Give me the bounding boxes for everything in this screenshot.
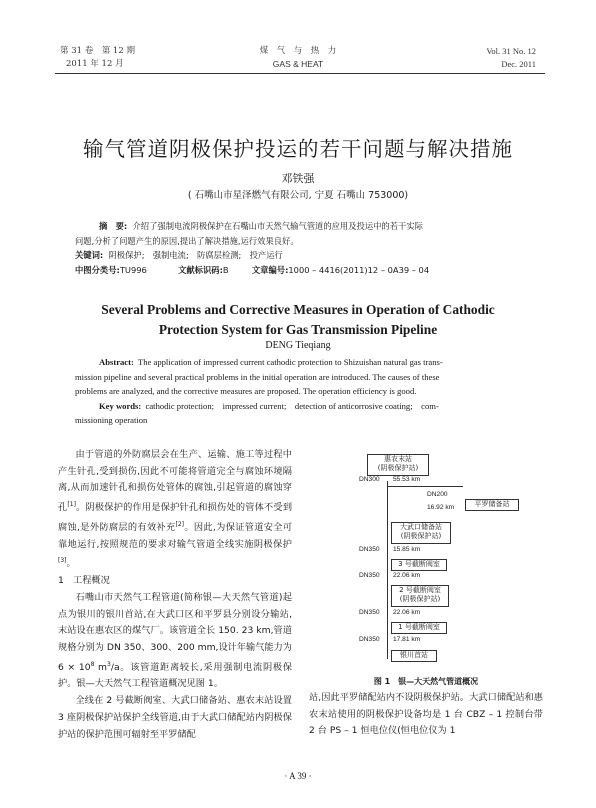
page-number: · A 39 · [284, 771, 312, 781]
valve-room-1: 1 号截断阀室 [391, 622, 447, 634]
pipe-dn-3: DN350 [359, 572, 380, 579]
article-title-en [0, 300, 596, 340]
superscript-8: 8 [90, 660, 95, 668]
abstract-cn [75, 219, 527, 277]
intro-text-d: 。 [66, 558, 76, 570]
article-number-label: 文章编号: [251, 264, 289, 275]
pipeline-branch [387, 486, 463, 487]
affiliation-cn: ( 石嘴山市星泽燃气有限公司, 宁夏 石嘴山 753000) [187, 190, 409, 201]
station-yinchuan: 银川首站 [391, 650, 437, 662]
pipe-dn-2: DN350 [359, 546, 380, 553]
keywords-en-line-2: missioning operation [75, 415, 148, 426]
station-dawukou-name: 大武口储备站 [400, 523, 442, 531]
intro-text-b: 。阴极保护的作用是保护针孔和损伤处的管体不受到腐蚀,是外防腐层的有效补充 [58, 502, 293, 533]
abstract-en-label: Abstract: [99, 357, 134, 367]
pipe-length-branch: 16.92 km [427, 504, 455, 511]
station-huinong [367, 454, 429, 476]
classification-label: 中图分类号: [75, 264, 120, 275]
header-volume-cn: 第 31 卷 第 12 期 [60, 46, 135, 56]
article-title-cn: 输气管道阴极保护投运的若干问题与解决措施 [83, 137, 513, 161]
pipe-length-2: 15.85 km [393, 546, 421, 553]
title-en-line-2: Protection System for Gas Transmission Pipeline [158, 322, 438, 337]
keywords-cn-label: 关键词: [75, 250, 104, 260]
figure-caption: 图 1 银—大天然气管道概况 [373, 677, 479, 686]
abstract-en-line-3: problems are analyzed, and the corrective measures are proposed. The operation efficiency is good. [75, 386, 417, 397]
station-pingluo: 平罗储备站 [465, 499, 519, 511]
station-huinong-role: (阴极保护站) [377, 464, 419, 472]
pipe-dn-5: DN350 [359, 636, 380, 643]
overview-text-a: 石嘴山市天然气工程管道(简称银—大天然气管道)起点为银川的银川首站,在大武口区和平罗县分别设分输站,末站设在惠农区的煤气厂。该管道全长 150. 23 km,管道规格分别为 DN 350、300、200 mm,设计年输气能力为 6 × 10 [58, 591, 292, 673]
author-en: DENG Tieqiang [265, 340, 331, 351]
pipe-dn-branch: DN200 [427, 491, 448, 498]
pipe-dn-1: DN300 [359, 476, 380, 483]
article-number-value: 1000 – 4416(2011)12 – 0A39 – 04 [288, 264, 430, 275]
abstract-en-line-1: The application of impressed current cathodic protection to Shizuishan natural gas trans- [138, 357, 443, 367]
body-right-column: 站,因此平罗储配站内不设阴极保护站。大武口储配站和惠农末站使用的阴极保护设备均是 1 台 CBZ – 1 控制台带 2 台 PS – 1 恒电位仪(恒电位仪为 1 [309, 692, 543, 737]
header-journal-en: GAS & HEAT [272, 59, 324, 69]
header-date-en: Dec. 2011 [501, 59, 536, 69]
paragraph-overview [58, 590, 292, 693]
doc-code-label: 文献标识码: [178, 264, 223, 275]
pipe-length-3: 22.06 km [393, 572, 421, 579]
header-date-cn: 2011 年 12 月 [66, 59, 124, 69]
valve-room-2-role: (阴极保护站) [399, 595, 441, 603]
header-rule [55, 73, 545, 74]
citation-3: [3] [58, 557, 67, 565]
header-volume-en: Vol. 31 No. 12 [486, 46, 536, 56]
citation-1: [1] [67, 501, 76, 509]
author-cn: 邓铁强 [281, 172, 315, 185]
pipe-length-5: 17.81 km [393, 636, 421, 643]
abstract-cn-label: 摘 要: [99, 221, 128, 231]
abstract-cn-text-2: 问题,分析了问题产生的原因,提出了解决措施,运行效果良好。 [75, 235, 299, 246]
classification-value: TU996 [119, 264, 147, 275]
pipeline-line [387, 481, 388, 659]
abstract-cn-text-1: 介绍了强制电流阴极保护在石嘴山市天然气输气管道的应用及投运中的若干实际 [132, 221, 423, 231]
keywords-cn: 阴极保护; 强制电流; 防腐层检测; 投产运行 [108, 250, 283, 260]
keywords-en-line-1: cathodic protection; impressed current; detection of anticorrosive coating; com- [145, 400, 439, 411]
valve-room-2 [391, 585, 449, 607]
pipe-length-1: 55.53 km [393, 476, 421, 483]
pipe-length-4: 22.06 km [393, 609, 421, 616]
paragraph-stations: 全线在 2 号截断阀室、大武口储备站、惠农末站设置 3 座阴极保护站保护全线管道,由于大武口储配站内阴极保护站的保护范围可辐射至平罗储配 [58, 695, 292, 740]
pipe-dn-4: DN350 [359, 609, 380, 616]
citation-2: [2] [175, 520, 185, 528]
intro-text-c: 。因此,为保证管道安全可靠地运行,按照规范的要求对输气管道全线实施阴极保护 [58, 521, 293, 550]
body-left-column [58, 447, 292, 743]
title-en-line-1: Several Problems and Corrective Measures in Operation of Cathodic [101, 302, 495, 317]
section-heading-1: 1 工程概况 [58, 575, 110, 587]
station-dawukou [391, 522, 451, 544]
station-huinong-name: 惠农末站 [384, 455, 412, 463]
intro-text-a: 由于管道的外防腐层会在生产、运输、施工等过程中产生针孔,受到损伤,因此不可能将管道完全与腐蚀环境隔离,从而加速针孔和损伤处管体的腐蚀,引起管道的腐蚀穿孔 [58, 449, 292, 514]
valve-room-3: 3 号截断阀室 [391, 559, 447, 571]
station-dawukou-role: (阴极保护站) [400, 532, 442, 540]
superscript-3: 3 [107, 660, 111, 668]
keywords-en-label: Key words: [99, 400, 142, 411]
valve-room-2-name: 2 号截断阀室 [399, 586, 441, 594]
overview-text-b: m [94, 661, 108, 673]
figure-pipeline-schematic [309, 448, 543, 670]
doc-code-value: B [222, 264, 229, 275]
abstract-en [75, 355, 527, 428]
abstract-en-line-2: mission pipeline and several practical problems in the initial operation are introduced. The causes of these [75, 371, 440, 382]
header-journal-cn: 煤 气 与 热 力 [259, 46, 337, 56]
overview-text-c: /a。该管道距离较长,采用强制电流阴极保护。银—大天然气工程管道概况见图 1。 [58, 661, 293, 690]
paragraph-intro [58, 447, 292, 573]
